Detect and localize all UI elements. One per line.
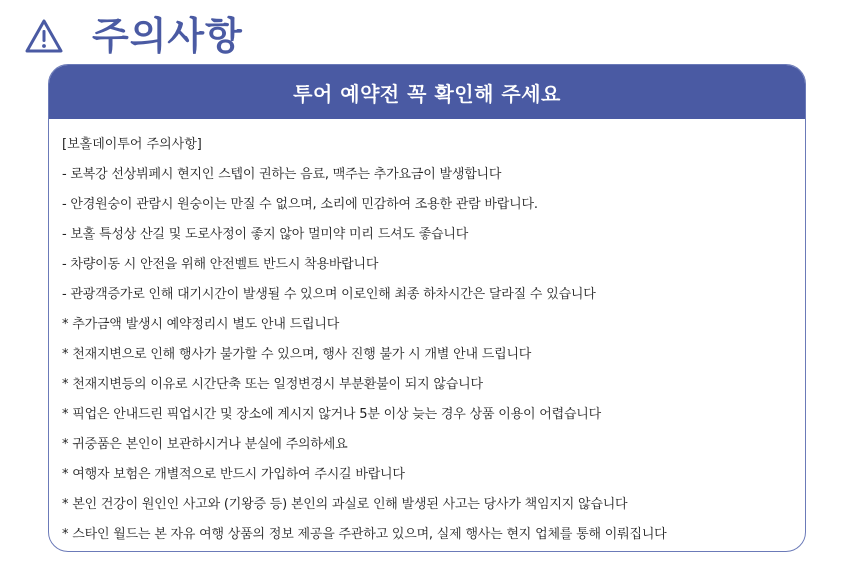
notice-banner: 투어 예약전 꼭 확인해 주세요	[49, 65, 805, 119]
notice-list	[62, 160, 805, 550]
notice-item: - 관광객증가로 인해 대기시간이 발생될 수 있으며 이로인해 최종 하차시간은 달라질 수 있습니다	[62, 287, 596, 302]
notice-item: - 차량이동 시 안전을 위해 안전벨트 반드시 착용바랍니다	[62, 257, 379, 272]
notice-item: * 천재지변으로 인해 행사가 불가할 수 있으며, 행사 진행 불가 시 개별 안내 드립니다	[62, 347, 532, 362]
notice-item: - 로복강 선상뷔페시 현지인 스텝이 권하는 음료, 맥주는 추가요금이 발생합니다	[62, 167, 502, 182]
page-header	[24, 12, 243, 60]
page-title: 주의사항	[92, 14, 243, 58]
notice-item: * 추가금액 발생시 예약정리시 별도 안내 드립니다	[62, 317, 340, 332]
notice-item: * 천재지변등의 이유로 시간단축 또는 일정변경시 부분환불이 되지 않습니다	[62, 377, 483, 392]
notice-item: - 안경원숭이 관람시 원숭이는 만질 수 없으며, 소리에 민감하여 조용한 관람 바랍니다.	[62, 197, 538, 212]
notice-item: * 픽업은 안내드린 픽업시간 및 장소에 계시지 않거나 5분 이상 늦는 경우 상품 이용이 어렵습니다	[62, 407, 602, 422]
notice-item: - 보홀 특성상 산길 및 도로사정이 좋지 않아 멀미약 미리 드셔도 좋습니다	[62, 227, 469, 242]
notice-item: * 본인 건강이 원인인 사고와 (기왕증 등) 본인의 과실로 인해 발생된 사고는 당사가 책임지지 않습니다	[62, 497, 628, 512]
notice-item: * 귀중품은 본인이 보관하시거나 분실에 주의하세요	[62, 437, 348, 452]
notice-item: * 여행자 보험은 개별적으로 반드시 가입하여 주시길 바랍니다	[62, 467, 405, 482]
notice-heading: [보홀데이투어 주의사항]	[62, 137, 202, 152]
notice-content	[49, 119, 805, 550]
notice-card	[48, 64, 806, 552]
warning-triangle-icon	[24, 18, 64, 54]
notice-item: * 스타인 월드는 본 자유 여행 상품의 정보 제공을 주관하고 있으며, 실제 행사는 현지 업체를 통해 이뤄집니다	[62, 527, 667, 542]
